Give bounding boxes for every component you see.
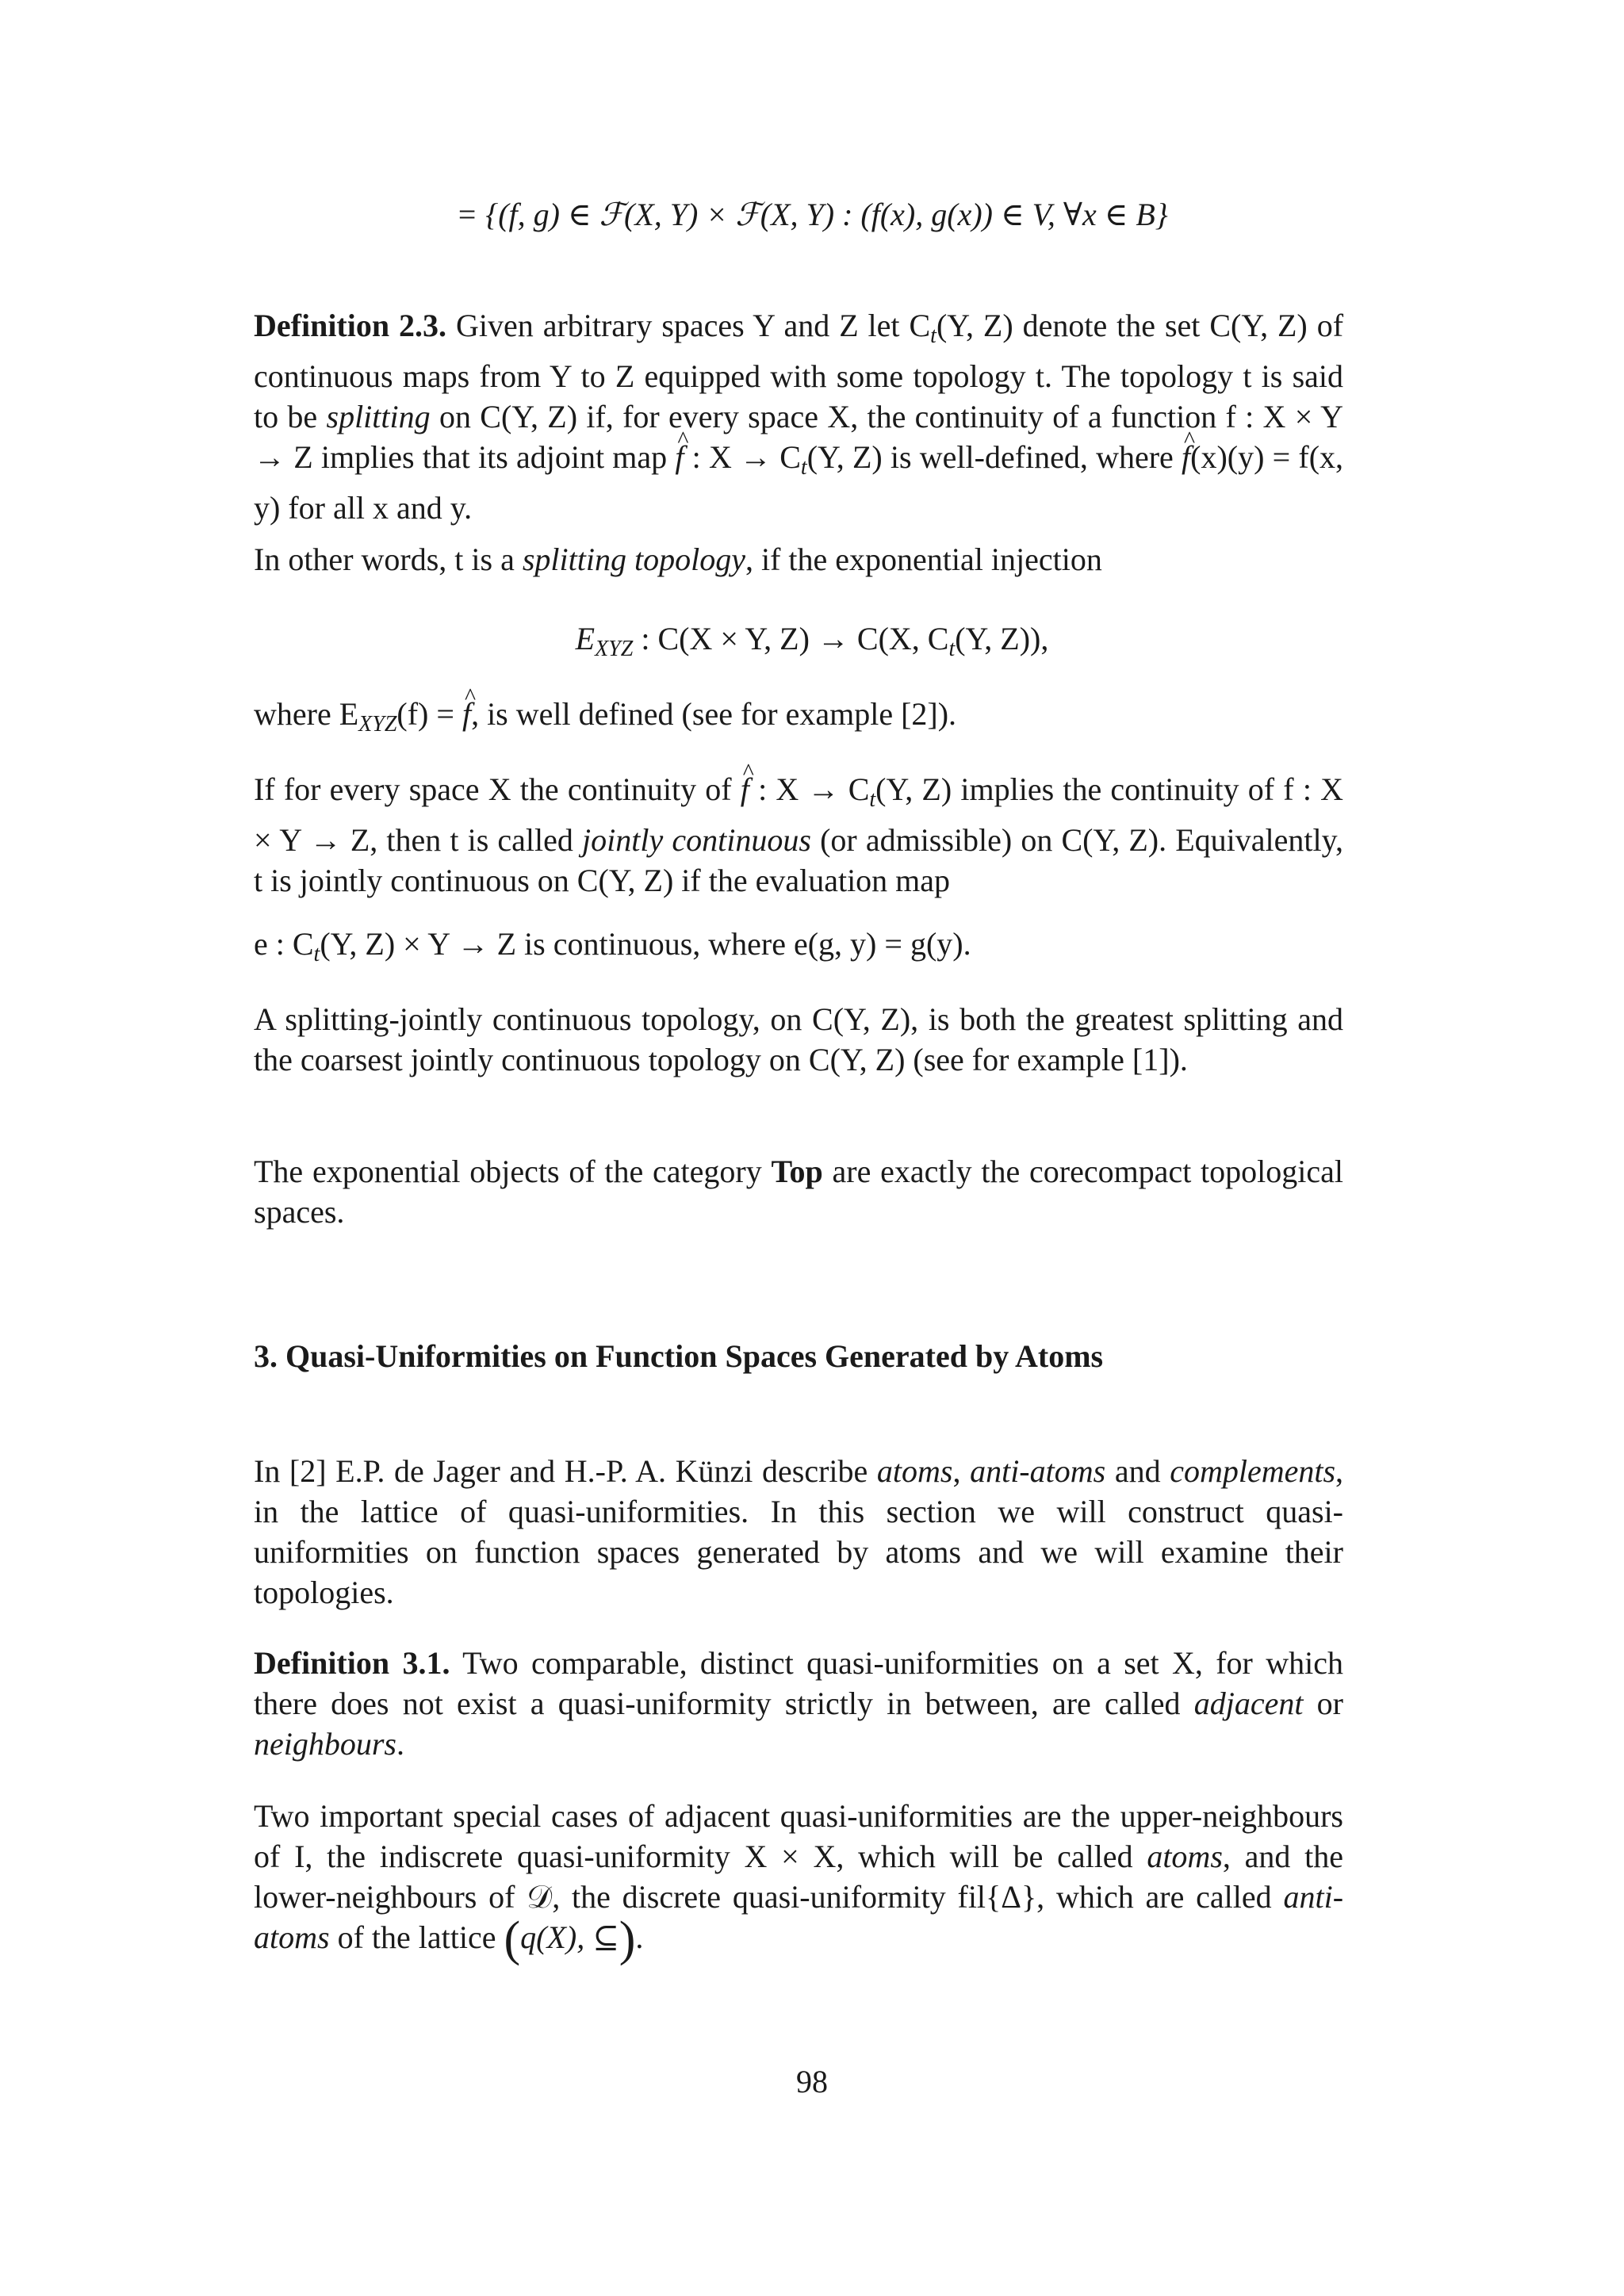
definition-2-3: Definition 2.3. Given arbitrary spaces Y and Z let $C_t(Y$, Z) denote the set C(Y, Z) of continuous maps from Y to Z equipped with some topology t. The topology t is said to be splitting on C(Y, Z) if, for every space X, the continuity of a function f : X × Y → Z implies that its adjoint map f ^ : $X \to C_t(Y$, Z) is well-defined, where f ^(x)(y) = f(x, y) for all x and y. — [254, 305, 1343, 528]
definition-label: Definition 2.3. — [254, 308, 447, 343]
page-number: 98 — [796, 2064, 828, 2099]
definition-3-1: Definition 3.1. Two comparable, distinct quasi-uniformities on a set X, for which there does not exist a quasi-uniformity strictly in between, are called adjacent or neighbours. — [254, 1645, 1343, 1762]
paragraph-jointly-continuous: If for every space X the continuity of f ^ : $X \to C_t(Y$, Z) implies the continuity of f : X × Y → Z, then t is called jointly continuous (or admissible) on C(Y, Z). Equivalently, t is jointly continuous on C(Y, Z) if the evaluation map — [254, 769, 1343, 901]
paragraph-exponential-objects: The exponential objects of the category Top are exactly the corecompact topological spaces. — [254, 1154, 1344, 1230]
definition-label: Definition 3.1. — [254, 1645, 450, 1681]
paragraph-other-words: In other words, t is a splitting topology, if the exponential injection — [254, 541, 1102, 577]
section-heading: 3. Quasi-Uniformities on Function Spaces Generated by Atoms — [254, 1338, 1104, 1374]
equation-set: = {(f, g) ∈ ℱ(X, Y) × ℱ(X, Y) : (f(x), g(x)) ∈ V, ∀x ∈ B} — [456, 197, 1168, 232]
paragraph-splitting-jointly: A splitting-jointly continuous topology, on C(Y, Z), is both the greatest splitting and the coarsest jointly continuous topology on C(Y, Z) (see for example [1]). — [254, 1001, 1343, 1077]
paragraph-intro: In [2] E.P. de Jager and H.-P. A. Künzi describe atoms, anti-atoms and complements, in the lattice of quasi-uniformities. In this section we will construct quasi-uniformities on function spaces generated by atoms and we will examine their topologies. — [254, 1453, 1344, 1610]
paragraph-evaluation-map: e : $C_t(Y$, Z) × Y → Z is continuous, where e(g, y) = g(y). — [254, 926, 971, 966]
paragraph-special-cases: Two important special cases of adjacent quasi-uniformities are the upper-neighbours of I, the indiscrete quasi-uniformity X × X, which will be called atoms, and the lower-neighbours of 𝒟, the discrete quasi-uniformity fil{Δ}, which are called anti-atoms of the lattice (q(X), ⊆). — [254, 1798, 1344, 1966]
equation-exponential-injection: $E_{XYZ}$ : C(X × Y, Z) → C(X, $C_t(Y$, Z)), — [575, 621, 1049, 661]
paragraph-where: where $E_{XYZ}(f) = f$ ^, is well defined (see for example [2]). — [254, 694, 1343, 744]
